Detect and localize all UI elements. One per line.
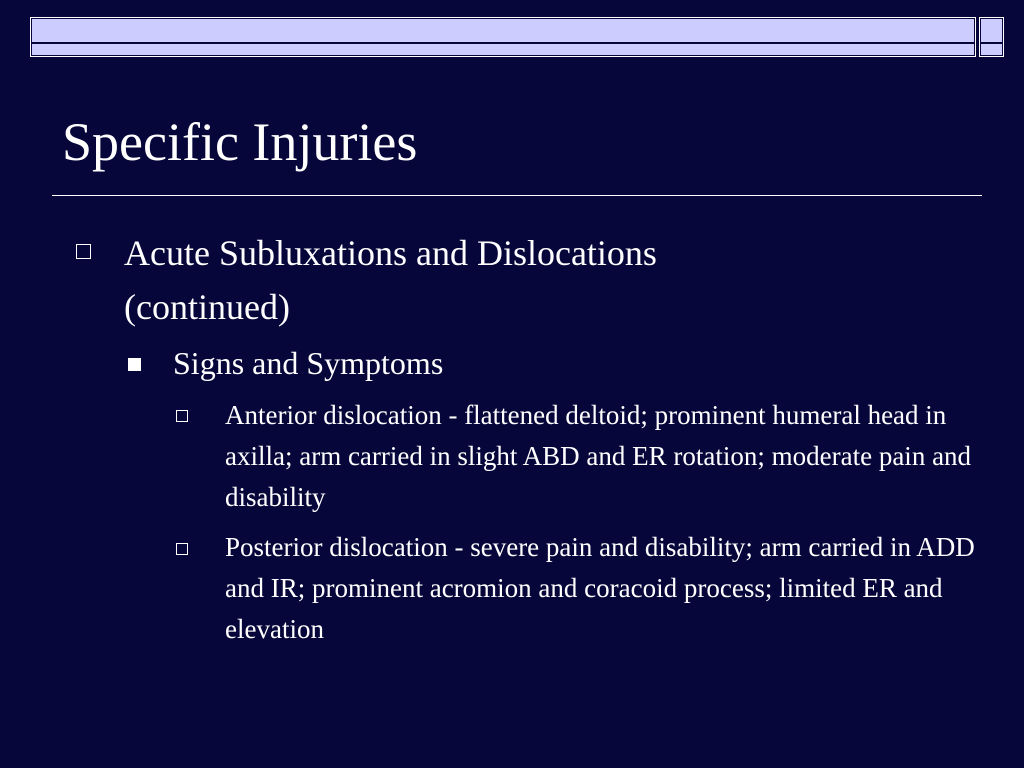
level3-bullet-text-anterior: Anterior dislocation - flattened deltoid; prominent humeral head in axilla; arm carried in slight ABD and ER rotation; moderate pain and disability — [225, 400, 972, 512]
header-band-upper — [32, 19, 974, 42]
header-decor-bar — [30, 17, 976, 57]
header-band-lower — [32, 44, 974, 55]
level1-bullet-text: Acute Subluxations and Dislocations (continued) — [124, 233, 657, 327]
slide-title: Specific Injuries — [62, 112, 418, 172]
hollow-square-icon — [76, 244, 91, 259]
hollow-square-icon — [176, 410, 188, 422]
corner-band-upper — [981, 19, 1002, 42]
title-divider — [52, 195, 982, 196]
solid-square-icon — [128, 358, 141, 371]
level3-bullet-text-posterior: Posterior dislocation - severe pain and disability; arm carried in ADD and IR; prominent acromion and coracoid process; limited ER and elevation — [225, 532, 975, 644]
header-corner-box — [979, 17, 1004, 57]
level2-bullet-text: Signs and Symptoms — [173, 345, 444, 381]
corner-band-lower — [981, 44, 1002, 55]
hollow-square-icon — [176, 543, 188, 555]
